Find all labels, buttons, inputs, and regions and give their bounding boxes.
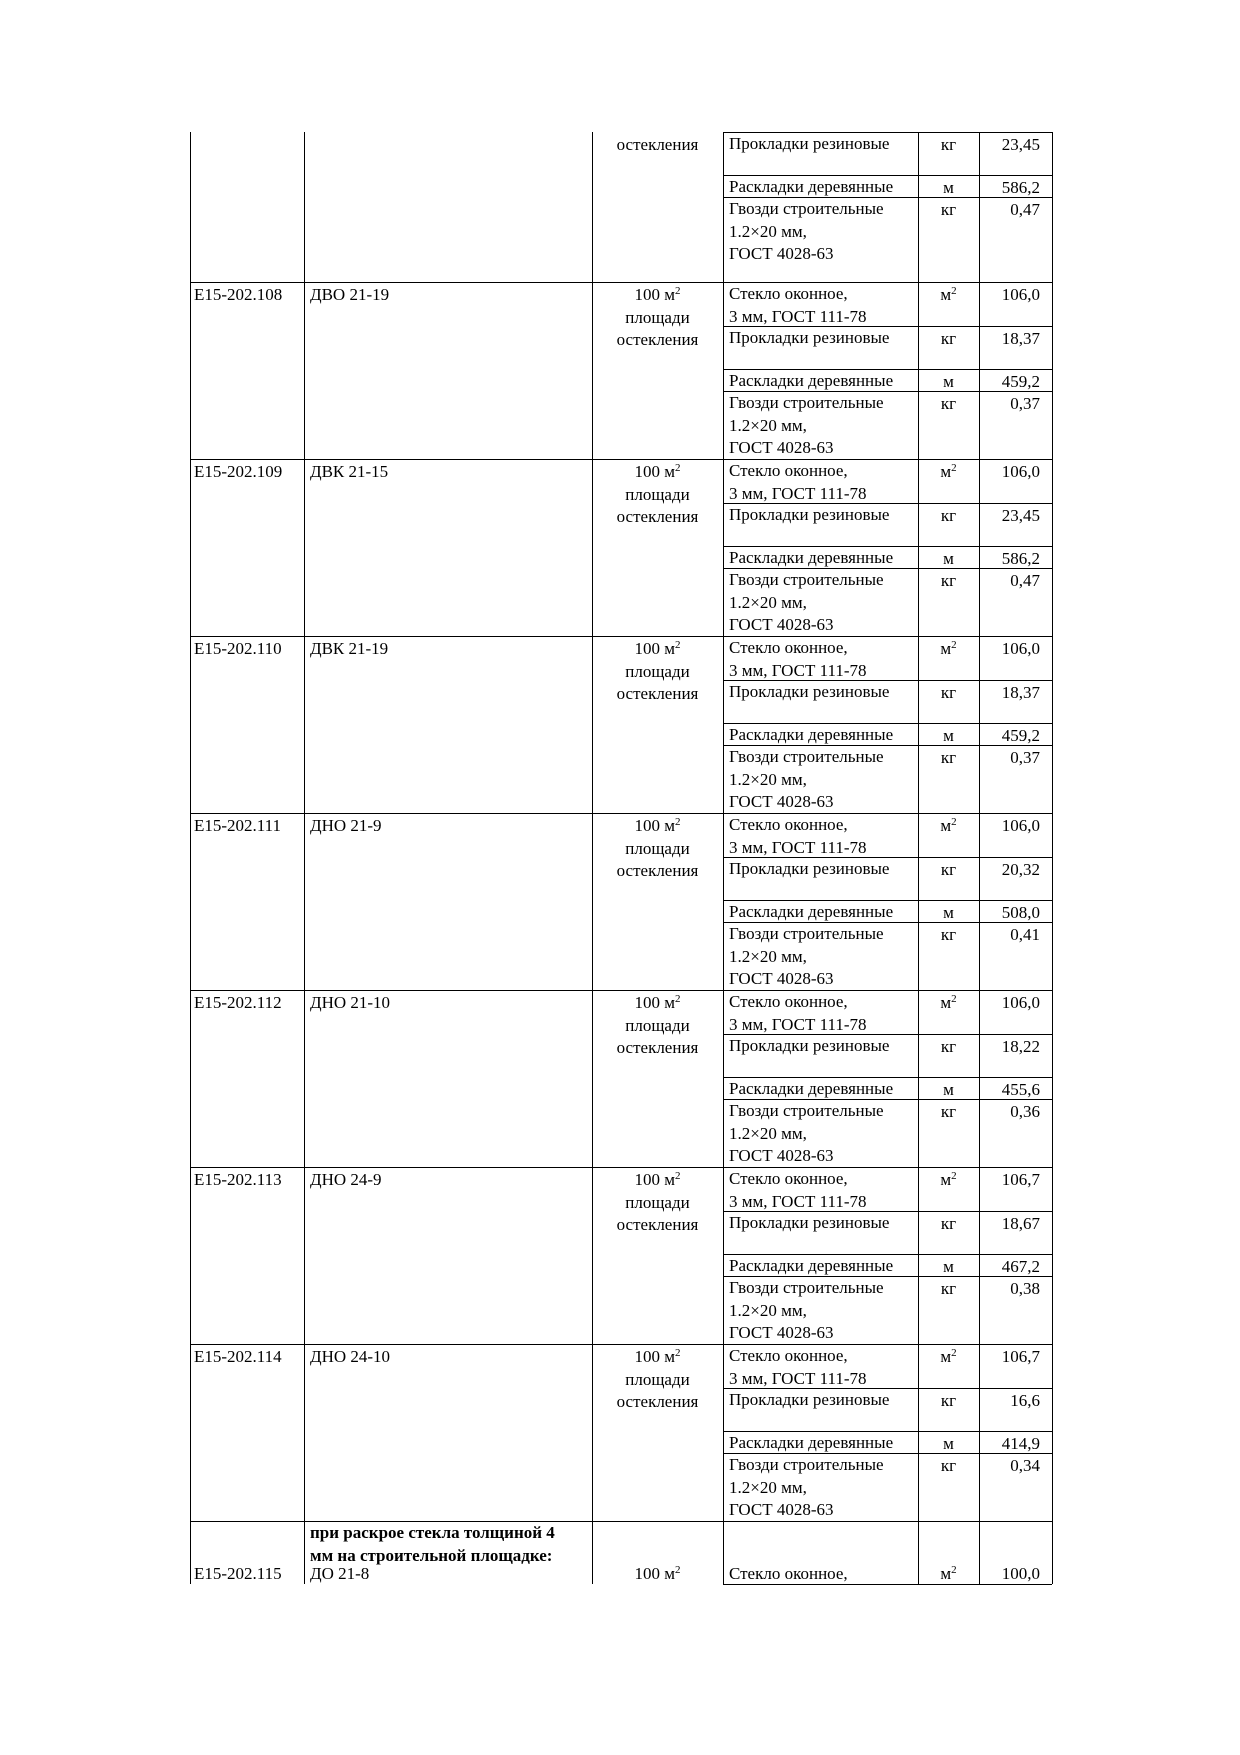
row-unit [592, 1169, 723, 1192]
material-name: 1.2×20 мм, [729, 1123, 807, 1143]
row-code: Е15-202.108 [194, 285, 283, 304]
material-value: 106,0 [1001, 639, 1040, 658]
row-name: ДНО 21-10 [310, 993, 391, 1012]
row-unit-line: остекления [616, 861, 699, 880]
superscript-two: 2 [675, 816, 681, 828]
row-unit-line: остекления [616, 1392, 699, 1411]
material-name: Гвозди строительные [729, 747, 884, 766]
superscript-two: 2 [675, 285, 681, 297]
superscript-two: 2 [951, 1347, 957, 1359]
material-unit [918, 815, 979, 838]
material-value: 414,9 [1001, 1434, 1040, 1453]
material-name: Прокладки резиновые [729, 1036, 890, 1055]
material-name: Раскладки деревянные [729, 725, 894, 744]
material-name: Гвозди строительные [729, 924, 884, 943]
material-unit-text: м [940, 816, 952, 835]
row-unit-line: остекления [616, 1038, 699, 1057]
material-unit: кг [940, 683, 957, 702]
material-unit: м [943, 1257, 954, 1276]
superscript-two: 2 [675, 1347, 681, 1359]
superscript-two: 2 [675, 1170, 681, 1182]
material-name: Гвозди строительные [729, 199, 884, 218]
row-unit [592, 284, 723, 307]
material-unit [918, 461, 979, 484]
material-name: ГОСТ 4028-63 [729, 438, 834, 457]
material-name: Прокладки резиновые [729, 682, 890, 701]
superscript-two: 2 [951, 285, 957, 297]
material-unit: м [943, 726, 954, 745]
row-name: ДО 21-8 [310, 1564, 370, 1583]
row-code: Е15-202.110 [194, 639, 282, 658]
superscript-two: 2 [675, 639, 681, 651]
material-name: ГОСТ 4028-63 [729, 792, 834, 811]
material-name: 1.2×20 мм, [729, 1477, 807, 1497]
material-name: Гвозди строительные [729, 1101, 884, 1120]
material-unit-text: м [940, 462, 952, 481]
row-name: ДВК 21-19 [310, 639, 389, 658]
superscript-two: 2 [951, 1170, 957, 1182]
superscript-two: 2 [951, 639, 957, 651]
superscript-two: 2 [951, 462, 957, 474]
material-value: 455,6 [1001, 1080, 1040, 1099]
grid-line [190, 1167, 1052, 1168]
material-unit-text: м [940, 1170, 952, 1189]
material-unit-text: м [940, 285, 952, 304]
material-name: 1.2×20 мм, [729, 415, 807, 435]
material-value: 586,2 [1001, 178, 1040, 197]
grid-line [190, 282, 1052, 283]
row-unit-line: площади [625, 838, 690, 858]
row-unit-text: 100 м [634, 639, 675, 658]
row-unit-line: площади [625, 484, 690, 504]
material-name: 3 мм, ГОСТ 111-78 [729, 306, 867, 326]
material-name: Раскладки деревянные [729, 371, 894, 390]
row-unit-text: 100 м [634, 1564, 675, 1583]
row-code: Е15-202.113 [194, 1170, 282, 1189]
material-unit [918, 1346, 979, 1369]
material-unit: кг [940, 1214, 957, 1233]
material-name: 3 мм, ГОСТ 111-78 [729, 1014, 867, 1034]
material-unit: кг [940, 135, 957, 154]
material-value: 459,2 [1001, 372, 1040, 391]
material-unit-text: м [940, 1347, 952, 1366]
superscript-two: 2 [675, 1564, 681, 1576]
row-unit-line: площади [625, 1369, 690, 1389]
norms-table [190, 134, 1060, 1600]
material-value: 23,45 [1001, 135, 1040, 154]
material-unit [918, 1169, 979, 1192]
material-unit: кг [940, 394, 957, 413]
material-name: 1.2×20 мм, [729, 592, 807, 612]
material-name: ГОСТ 4028-63 [729, 1500, 834, 1519]
row-name: ДВК 21-15 [310, 462, 389, 481]
material-unit: м [943, 549, 954, 568]
material-unit [918, 992, 979, 1015]
material-value: 23,45 [1001, 506, 1040, 525]
material-name: ГОСТ 4028-63 [729, 1323, 834, 1342]
grid-line [190, 636, 1052, 637]
material-value: 0,37 [1010, 394, 1040, 413]
row-name: ДНО 24-9 [310, 1170, 382, 1189]
material-value: 18,22 [1001, 1037, 1040, 1056]
material-name: 3 мм, ГОСТ 111-78 [729, 483, 867, 503]
material-unit [918, 638, 979, 661]
superscript-two: 2 [951, 816, 957, 828]
material-unit: кг [940, 200, 957, 219]
row-unit-line: остекления [616, 507, 699, 526]
material-unit: кг [940, 1102, 957, 1121]
material-unit: кг [940, 329, 957, 348]
row-unit-text: 100 м [634, 285, 675, 304]
material-unit: кг [940, 1037, 957, 1056]
material-unit: кг [940, 1456, 957, 1475]
row-code: Е15-202.109 [194, 462, 283, 481]
material-name: 3 мм, ГОСТ 111-78 [729, 660, 867, 680]
material-name: ГОСТ 4028-63 [729, 615, 834, 634]
material-value: 16,6 [1010, 1391, 1040, 1410]
superscript-two: 2 [675, 993, 681, 1005]
material-name: Стекло оконное, [729, 815, 848, 834]
row-unit [592, 1563, 723, 1586]
material-name: 3 мм, ГОСТ 111-78 [729, 1368, 867, 1388]
material-name: Прокладки резиновые [729, 328, 890, 347]
row-code: Е15-202.114 [194, 1347, 282, 1366]
material-value: 0,47 [1010, 571, 1040, 590]
row-unit [592, 638, 723, 661]
row-name: ДНО 24-10 [310, 1347, 391, 1366]
material-value: 459,2 [1001, 726, 1040, 745]
material-value: 106,0 [1001, 993, 1040, 1012]
row-name: ДВО 21-19 [310, 285, 390, 304]
material-name: Гвозди строительные [729, 393, 884, 412]
material-value: 0,34 [1010, 1456, 1040, 1475]
material-unit-text: м [940, 993, 952, 1012]
material-name: Раскладки деревянные [729, 902, 894, 921]
material-name: 1.2×20 мм, [729, 946, 807, 966]
material-unit: м [943, 903, 954, 922]
material-name: Раскладки деревянные [729, 1433, 894, 1452]
row-unit-line: площади [625, 1015, 690, 1035]
material-unit: кг [940, 571, 957, 590]
material-name: Раскладки деревянные [729, 1079, 894, 1098]
material-name: 3 мм, ГОСТ 111-78 [729, 837, 867, 857]
row-unit-line: остекления [616, 1215, 699, 1234]
material-name: Прокладки резиновые [729, 1390, 890, 1409]
row-unit-line: площади [625, 1192, 690, 1212]
grid-line [723, 1584, 1052, 1585]
material-unit: кг [940, 1391, 957, 1410]
material-unit [918, 1563, 979, 1586]
material-value: 20,32 [1001, 860, 1040, 879]
grid-line [1052, 132, 1053, 1584]
superscript-two: 2 [951, 993, 957, 1005]
material-unit: м [943, 372, 954, 391]
material-name: Прокладки резиновые [729, 859, 890, 878]
grid-line [304, 132, 305, 1584]
material-name: Стекло оконное, [729, 1564, 848, 1583]
material-name: Прокладки резиновые [729, 505, 890, 524]
material-name: Стекло оконное, [729, 461, 848, 480]
material-value: 106,0 [1001, 462, 1040, 481]
material-name: Гвозди строительные [729, 1455, 884, 1474]
material-value: 106,0 [1001, 285, 1040, 304]
row-unit-line: остекления [616, 684, 699, 703]
row-unit-text: 100 м [634, 1170, 675, 1189]
material-name: ГОСТ 4028-63 [729, 1146, 834, 1165]
material-value: 508,0 [1001, 903, 1040, 922]
material-unit: м [943, 178, 954, 197]
material-value: 18,37 [1001, 683, 1040, 702]
grid-line [190, 990, 1052, 991]
row-unit-line: площади [625, 307, 690, 327]
row-unit-text: 100 м [634, 462, 675, 481]
material-unit [918, 284, 979, 307]
material-name: Раскладки деревянные [729, 1256, 894, 1275]
row-unit [592, 815, 723, 838]
material-value: 0,41 [1010, 925, 1040, 944]
material-value: 0,37 [1010, 748, 1040, 767]
unit-cell-text: остекления [616, 135, 699, 154]
material-unit: кг [940, 1279, 957, 1298]
row-name: ДНО 21-9 [310, 816, 382, 835]
material-value: 467,2 [1001, 1257, 1040, 1276]
material-name: ГОСТ 4028-63 [729, 244, 834, 263]
material-name: Стекло оконное, [729, 1169, 848, 1188]
row-unit-text: 100 м [634, 993, 675, 1012]
material-value: 0,36 [1010, 1102, 1040, 1121]
superscript-two: 2 [951, 1564, 957, 1576]
material-name: 3 мм, ГОСТ 111-78 [729, 1191, 867, 1211]
material-unit: м [943, 1080, 954, 1099]
section-heading: при раскрое стекла толщиной 4 [310, 1523, 555, 1542]
material-name: Прокладки резиновые [729, 1213, 890, 1232]
material-value: 100,0 [1001, 1564, 1040, 1583]
material-name: 1.2×20 мм, [729, 1300, 807, 1320]
row-unit-text: 100 м [634, 816, 675, 835]
material-name: Прокладки резиновые [729, 134, 890, 153]
row-unit [592, 992, 723, 1015]
material-value: 0,47 [1010, 200, 1040, 219]
material-value: 106,0 [1001, 816, 1040, 835]
material-name: 1.2×20 мм, [729, 769, 807, 789]
material-value: 18,37 [1001, 329, 1040, 348]
material-unit: кг [940, 860, 957, 879]
material-name: Стекло оконное, [729, 1346, 848, 1365]
material-value: 106,7 [1001, 1170, 1040, 1189]
grid-line [190, 132, 191, 1584]
row-unit-text: 100 м [634, 1347, 675, 1366]
row-code: Е15-202.115 [194, 1564, 282, 1583]
material-name: Стекло оконное, [729, 992, 848, 1011]
material-name: 1.2×20 мм, [729, 221, 807, 241]
row-code: Е15-202.111 [194, 816, 282, 835]
material-value: 106,7 [1001, 1347, 1040, 1366]
grid-line [190, 1344, 1052, 1345]
material-name: ГОСТ 4028-63 [729, 969, 834, 988]
superscript-two: 2 [675, 462, 681, 474]
row-unit [592, 1346, 723, 1369]
material-unit: кг [940, 506, 957, 525]
grid-line [723, 132, 724, 1584]
row-unit-line: остекления [616, 330, 699, 349]
grid-line [190, 459, 1052, 460]
material-value: 0,38 [1010, 1279, 1040, 1298]
material-name: Раскладки деревянные [729, 548, 894, 567]
section-heading: мм на строительной площадке: [310, 1545, 553, 1565]
material-name: Стекло оконное, [729, 638, 848, 657]
row-code: Е15-202.112 [194, 993, 282, 1012]
grid-line [190, 813, 1052, 814]
material-value: 586,2 [1001, 549, 1040, 568]
material-unit: кг [940, 748, 957, 767]
material-value: 18,67 [1001, 1214, 1040, 1233]
material-unit: м [943, 1434, 954, 1453]
material-name: Гвозди строительные [729, 1278, 884, 1297]
material-name: Гвозди строительные [729, 570, 884, 589]
row-unit-line: площади [625, 661, 690, 681]
row-unit [592, 461, 723, 484]
material-unit-text: м [940, 1564, 952, 1583]
material-name: Стекло оконное, [729, 284, 848, 303]
material-unit: кг [940, 925, 957, 944]
material-name: Раскладки деревянные [729, 177, 894, 196]
material-unit-text: м [940, 639, 952, 658]
